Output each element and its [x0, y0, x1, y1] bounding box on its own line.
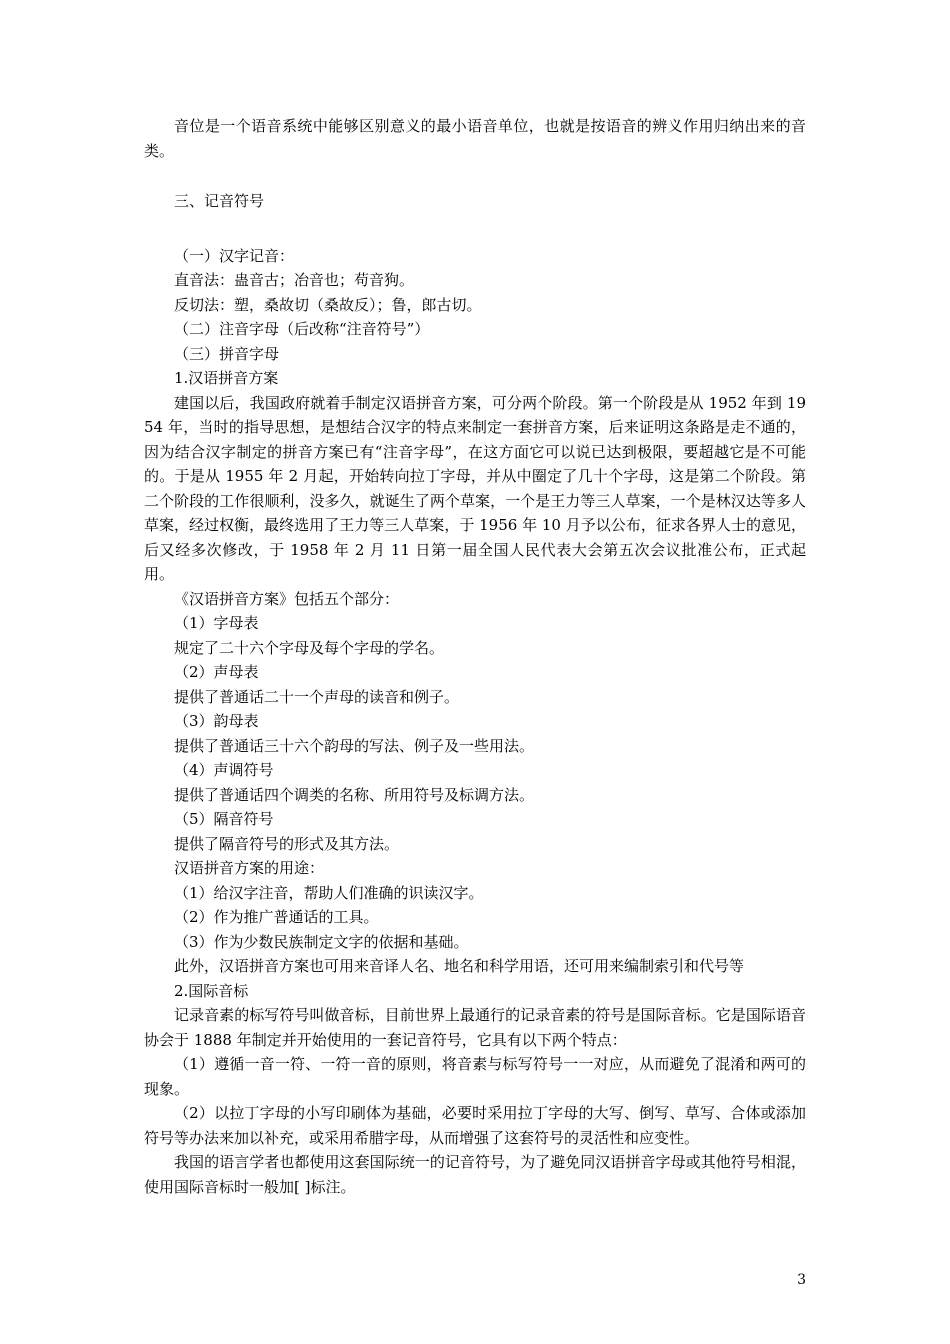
list-item-alphabet: （1）字母表 [174, 614, 259, 632]
paragraph-ipa-usage: 我国的语言学者也都使用这套国际统一的记音符号，为了避免同汉语拼音字母或其他符号相混，使用国际音标时一般加[ ]标注。 [144, 1153, 806, 1196]
paragraph-pinyin-history: 建国以后，我国政府就着手制定汉语拼音方案，可分两个阶段。第一个阶段是从 1952 年到 1954 年，当时的指导思想，是想结合汉字的特点来制定一套拼音方案，后来证明这条路是走不通的，因为结合汉字制定的拼音方案已有“注音字母”，在这方面它可以说已达到极限，要超越它是不可能的。于是从 1955 年 2 月起，开始转向拉丁字母，并从中圈定了几十个字母，这是第二个阶段。第二个阶段的工作很顺利，没多久，就诞生了两个草案，一个是王力等三人草案，一个是林汉达等多人草案，经过权衡，最终选用了王力等三人草案，于 1956 年 10 月予以公布，征求各界人士的意见，后又经多次修改，于 1958 年 2 月 11 日第一届全国人民代表大会第五次会议批准公布，正式起用。 [144, 393, 806, 583]
page-number: 3 [797, 1272, 806, 1288]
paragraph-tone-marks-desc: 提供了普通话四个调类的名称、所用符号及标调方法。 [174, 785, 535, 804]
list-item-separator-mark: （5）隔音符号 [174, 810, 274, 828]
list-item-tone-marks: （4）声调符号 [174, 761, 274, 779]
list-item-use-3: （3）作为少数民族制定文字的依据和基础。 [174, 932, 469, 951]
subheading-pinyin-letters: （三）拼音字母 [174, 344, 280, 363]
paragraph-separator-mark-desc: 提供了隔音符号的形式及其方法。 [174, 834, 400, 853]
list-item-ipa-feature-1: （1）遵循一音一符、一符一音的原则，将音素与标写符号一一对应，从而避免了混淆和两可的现象。 [144, 1055, 806, 1098]
section-heading-notation-symbols: 三、记音符号 [174, 192, 265, 210]
paragraph-initials-desc: 提供了普通话二十一个声母的读音和例子。 [174, 687, 460, 706]
subheading-zhuyin: （二）注音字母（后改称“注音符号”） [174, 320, 430, 338]
paragraph-scheme-parts-intro: 《汉语拼音方案》包括五个部分： [174, 589, 400, 608]
paragraph-alphabet-desc: 规定了二十六个字母及每个字母的学名。 [174, 638, 445, 657]
spacer [144, 214, 806, 244]
paragraph-fanqie-method: 反切法：塑，桑故切（桑故反）；鲁，郎古切。 [174, 295, 482, 314]
paragraph-finals-desc: 提供了普通话三十六个韵母的写法、例子及一些用法。 [174, 736, 535, 755]
paragraph-other-uses: 此外，汉语拼音方案也可用来音译人名、地名和科学用语，还可用来编制索引和代号等 [174, 957, 745, 975]
paragraph-direct-sound-method: 直音法：蛊音古；冶音也；苟音狗。 [174, 271, 415, 289]
list-item-use-2: （2）作为推广普通话的工具。 [174, 908, 379, 926]
paragraph-scheme-uses-intro: 汉语拼音方案的用途： [174, 859, 325, 877]
subheading-pinyin-scheme: 1.汉语拼音方案 [174, 369, 279, 387]
list-item-use-1: （1）给汉字注音，帮助人们准确的识读汉字。 [174, 883, 484, 902]
list-item-initials: （2）声母表 [174, 663, 259, 681]
paragraph-ipa-intro: 记录音素的标写符号叫做音标，目前世界上最通行的记录音素的符号是国际音标。它是国际语音协会于 1888 年制定并开始使用的一套记音符号，它具有以下两个特点： [144, 1006, 806, 1049]
page-body [144, 114, 806, 1199]
subheading-chinese-char-notation: （一）汉字记音： [174, 246, 295, 265]
spacer [144, 163, 806, 189]
list-item-ipa-feature-2: （2）以拉丁字母的小写印刷体为基础，必要时采用拉丁字母的大写、倒写、草写、合体或添加符号等办法来加以补充，或采用希腊字母，从而增强了这套符号的灵活性和应变性。 [144, 1104, 806, 1147]
list-item-finals: （3）韵母表 [174, 712, 259, 730]
paragraph-phoneme-definition: 音位是一个语音系统中能够区别意义的最小语音单位，也就是按语音的辨义作用归纳出来的音类。 [144, 117, 806, 160]
subheading-ipa: 2.国际音标 [174, 981, 249, 1000]
